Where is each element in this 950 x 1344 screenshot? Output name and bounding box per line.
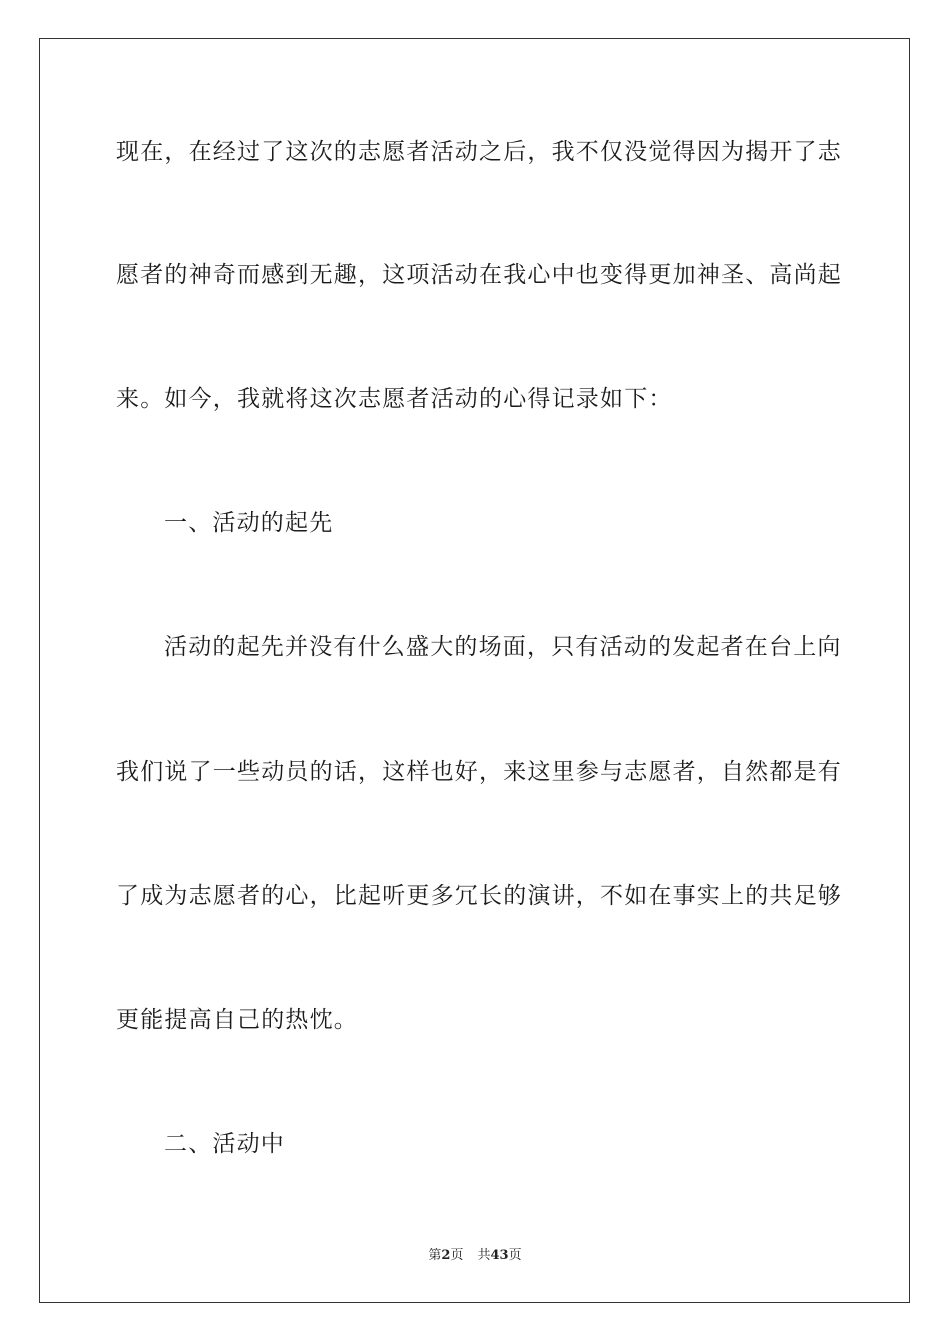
page-border [39,38,910,1303]
page-footer [0,1247,950,1265]
paragraph-line-5: 我们说了一些动员的话，这样也好，来这里参与志愿者，自然都是有 [116,759,842,785]
paragraph-line-3: 来。如今，我就将这次志愿者活动的心得记录如下： [116,386,673,412]
paragraph-line-4: 活动的起先并没有什么盛大的场面，只有活动的发起者在台上向 [164,634,842,660]
page-prefix: 第 [428,1248,442,1263]
paragraph-line-2: 愿者的神奇而感到无趣，这项活动在我心中也变得更加神圣、高尚起 [116,262,842,288]
section-heading-1: 一、活动的起先 [164,510,334,536]
page-suffix: 页 [450,1248,464,1263]
total-suffix: 页 [508,1248,522,1263]
paragraph-line-1: 现在，在经过了这次的志愿者活动之后，我不仅没觉得因为揭开了志 [116,139,842,165]
paragraph-line-7: 更能提高自己的热忱。 [116,1007,358,1033]
current-page-number: 2 [441,1248,451,1263]
total-prefix: 共 [477,1248,491,1263]
section-heading-2: 二、活动中 [164,1131,285,1157]
paragraph-line-6: 了成为志愿者的心，比起听更多冗长的演讲，不如在事实上的共足够 [116,883,842,909]
total-page-count: 43 [490,1248,509,1263]
